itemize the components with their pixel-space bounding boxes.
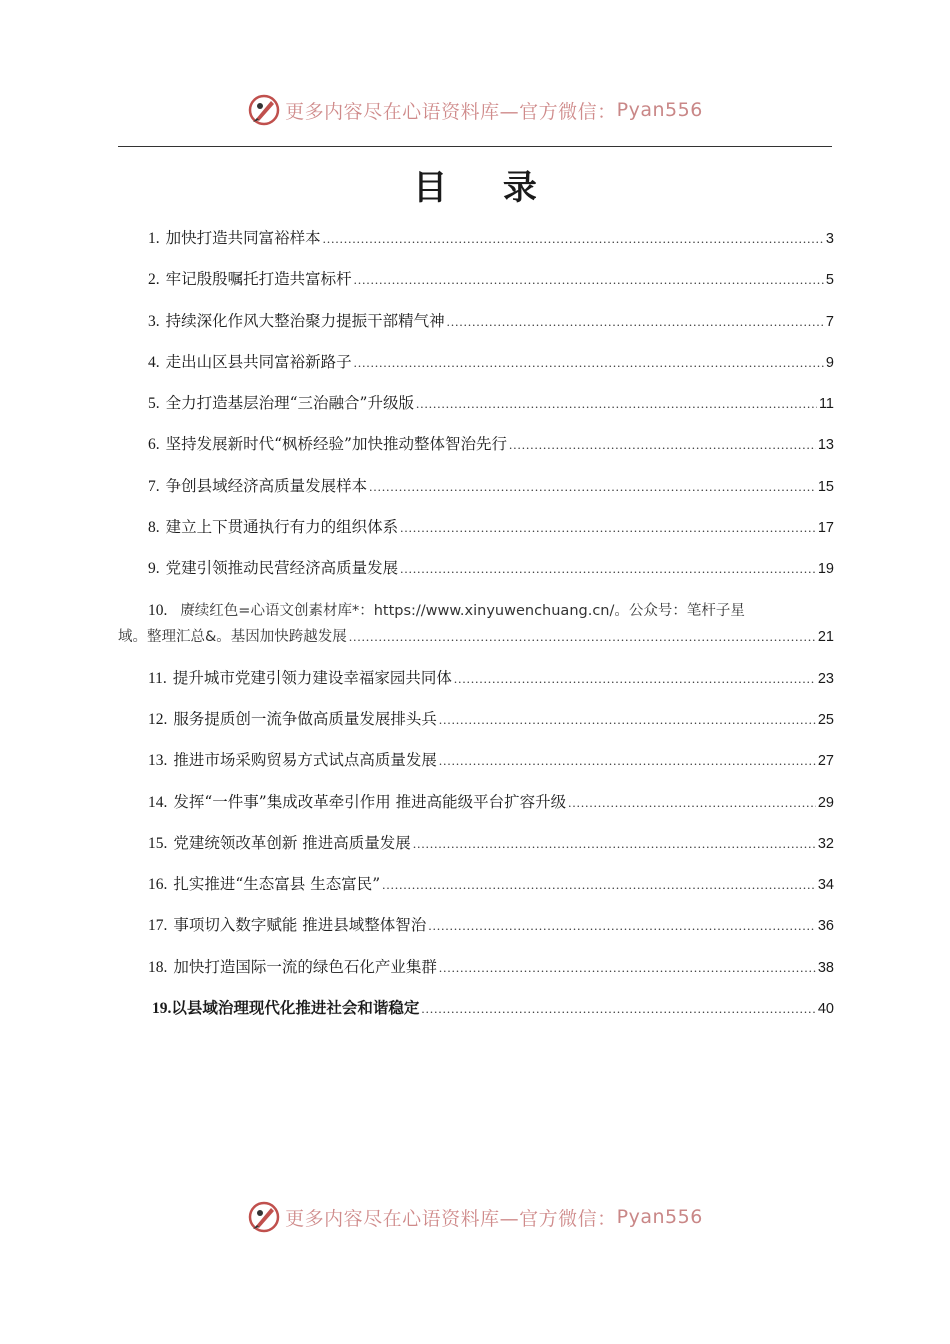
toc-title: 建立上下贯通执行有力的组织体系 — [165, 518, 399, 537]
toc-entry-8[interactable] — [118, 515, 834, 556]
toc-page: 40 — [817, 1001, 834, 1018]
dot-leader — [382, 873, 816, 897]
banner-wechat-id: Pyan556 — [616, 1206, 703, 1228]
toc-number: 12. — [148, 710, 168, 728]
toc-page: 29 — [817, 794, 834, 811]
toc-entry-10[interactable] — [118, 598, 834, 650]
toc-entry-3[interactable] — [118, 309, 834, 350]
toc-title: 发挥“一件事”集成改革牵引作用 推进高能级平台扩容升级 — [173, 792, 567, 811]
toc-title: 坚持发展新时代“枫桥经验”加快推动整体智治先行 — [165, 435, 507, 454]
dot-leader — [428, 914, 816, 938]
dot-leader — [447, 310, 824, 334]
toc-page: 19 — [817, 561, 834, 578]
dot-leader — [568, 791, 816, 815]
dot-leader — [413, 832, 816, 856]
dot-leader — [354, 351, 824, 375]
toc-page: 7 — [825, 313, 834, 330]
header-divider — [118, 146, 832, 147]
toc-entry-17[interactable] — [118, 913, 834, 954]
toc-number: 1. — [148, 230, 160, 247]
toc-number: 2. — [148, 271, 160, 289]
toc-number: 19. — [152, 1000, 172, 1018]
toc-entry-9[interactable] — [118, 556, 834, 597]
toc-number: 5. — [148, 395, 160, 413]
dot-leader — [439, 708, 816, 732]
toc-page: 23 — [817, 670, 834, 687]
toc-number: 6. — [148, 436, 160, 454]
toc-entry-12[interactable] — [118, 707, 834, 748]
footer-banner — [0, 1197, 950, 1237]
toc-title: 党建引领推动民营经济高质量发展 — [165, 559, 399, 578]
toc-page: 13 — [817, 437, 834, 454]
toc-title: 服务提质创一流争做高质量发展排头兵 — [173, 709, 437, 728]
toc-title: 党建统领改革创新 推进高质量发展 — [173, 833, 411, 852]
toc-number: 7. — [148, 477, 160, 495]
dot-leader — [421, 997, 815, 1021]
banner-wechat-id: Pyan556 — [616, 99, 703, 121]
toc-entry-16[interactable] — [118, 872, 834, 913]
toc-title: 牢记殷殷嘱托打造共富标杆 — [165, 270, 352, 289]
toc-entry-5[interactable] — [118, 391, 834, 432]
toc-page: 32 — [817, 835, 834, 852]
page-title: 目 录 — [413, 168, 559, 208]
dot-leader — [400, 557, 816, 581]
toc-entry-13[interactable] — [118, 748, 834, 789]
toc-title: 加快打造共同富裕样本 — [165, 229, 321, 247]
toc-title: 走出山区县共同富裕新路子 — [165, 352, 352, 371]
toc-title: 事项切入数字赋能 推进县域整体智治 — [173, 916, 427, 935]
toc-number: 4. — [148, 353, 160, 371]
toc-page: 21 — [817, 628, 834, 645]
header-banner — [0, 90, 950, 130]
banner-text: 更多内容尽在心语资料库—官方微信： — [285, 1207, 617, 1230]
toc-number: 8. — [148, 519, 160, 537]
toc-title-line-2: 域。整理汇总&。基因加快跨越发展 — [118, 628, 347, 645]
toc-title: 持续深化作风大整治聚力提振干部精气神 — [165, 311, 445, 330]
toc-number: 10. — [148, 601, 168, 619]
toc-entry-7[interactable] — [118, 474, 834, 515]
toc-title: 推进市场采购贸易方式试点高质量发展 — [173, 751, 437, 770]
toc-page: 3 — [825, 231, 834, 247]
toc-entry-19[interactable] — [118, 996, 834, 1037]
pen-logo-icon — [247, 1200, 281, 1234]
dot-leader — [323, 227, 824, 251]
toc-number: 9. — [148, 560, 160, 578]
dot-leader — [454, 667, 816, 691]
toc-number: 3. — [148, 312, 160, 330]
toc-number: 15. — [148, 834, 168, 852]
dot-leader — [509, 433, 816, 457]
toc-title: 争创县域经济高质量发展样本 — [165, 476, 368, 495]
toc-page: 34 — [817, 877, 834, 894]
toc-page: 5 — [825, 272, 834, 289]
toc-page: 38 — [817, 959, 834, 976]
toc-entry-6[interactable] — [118, 432, 834, 473]
toc-page: 27 — [817, 753, 834, 770]
toc-entry-18[interactable] — [118, 955, 834, 996]
dot-leader — [400, 516, 816, 540]
dot-leader — [416, 392, 817, 416]
toc-entry-2[interactable] — [118, 267, 834, 308]
toc-title-line-1: 赓续红色=心语文创素材库*：https://www.xinyuwenchuang.cn/。公众号：笔杆子星 — [180, 602, 745, 619]
toc-page: 36 — [817, 918, 834, 935]
toc-number: 13. — [148, 752, 168, 770]
toc-entry-4[interactable] — [118, 350, 834, 391]
toc-page: 11 — [818, 396, 834, 413]
toc-page: 17 — [817, 520, 834, 537]
toc-title: 提升城市党建引领力建设幸福家园共同体 — [172, 668, 452, 687]
toc-page: 9 — [825, 354, 834, 371]
toc-number: 14. — [148, 793, 168, 811]
toc-page: 25 — [817, 711, 834, 728]
toc-page: 15 — [817, 478, 834, 495]
toc-number: 17. — [148, 917, 168, 935]
dot-leader — [349, 624, 816, 649]
banner-text: 更多内容尽在心语资料库—官方微信： — [285, 100, 617, 123]
toc-entry-14[interactable] — [118, 790, 834, 831]
toc-entry-15[interactable] — [118, 831, 834, 872]
toc-title: 加快打造国际一流的绿色石化产业集群 — [173, 957, 437, 976]
dot-leader — [369, 475, 816, 499]
dot-leader — [439, 749, 816, 773]
toc-title: 以县域治理现代化推进社会和谐稳定 — [171, 998, 420, 1018]
toc-entry-1[interactable] — [118, 226, 834, 267]
toc-title: 扎实推进“生态富县 生态富民” — [173, 875, 381, 894]
toc-number: 18. — [148, 958, 168, 976]
toc-title: 全力打造基层治理“三治融合”升级版 — [165, 394, 414, 413]
toc-number: 11. — [148, 669, 167, 687]
dot-leader — [354, 268, 824, 292]
pen-logo-icon — [247, 93, 281, 127]
table-of-contents — [118, 226, 834, 1037]
toc-number: 16. — [148, 876, 168, 894]
dot-leader — [439, 956, 816, 980]
toc-entry-11[interactable] — [118, 666, 834, 707]
